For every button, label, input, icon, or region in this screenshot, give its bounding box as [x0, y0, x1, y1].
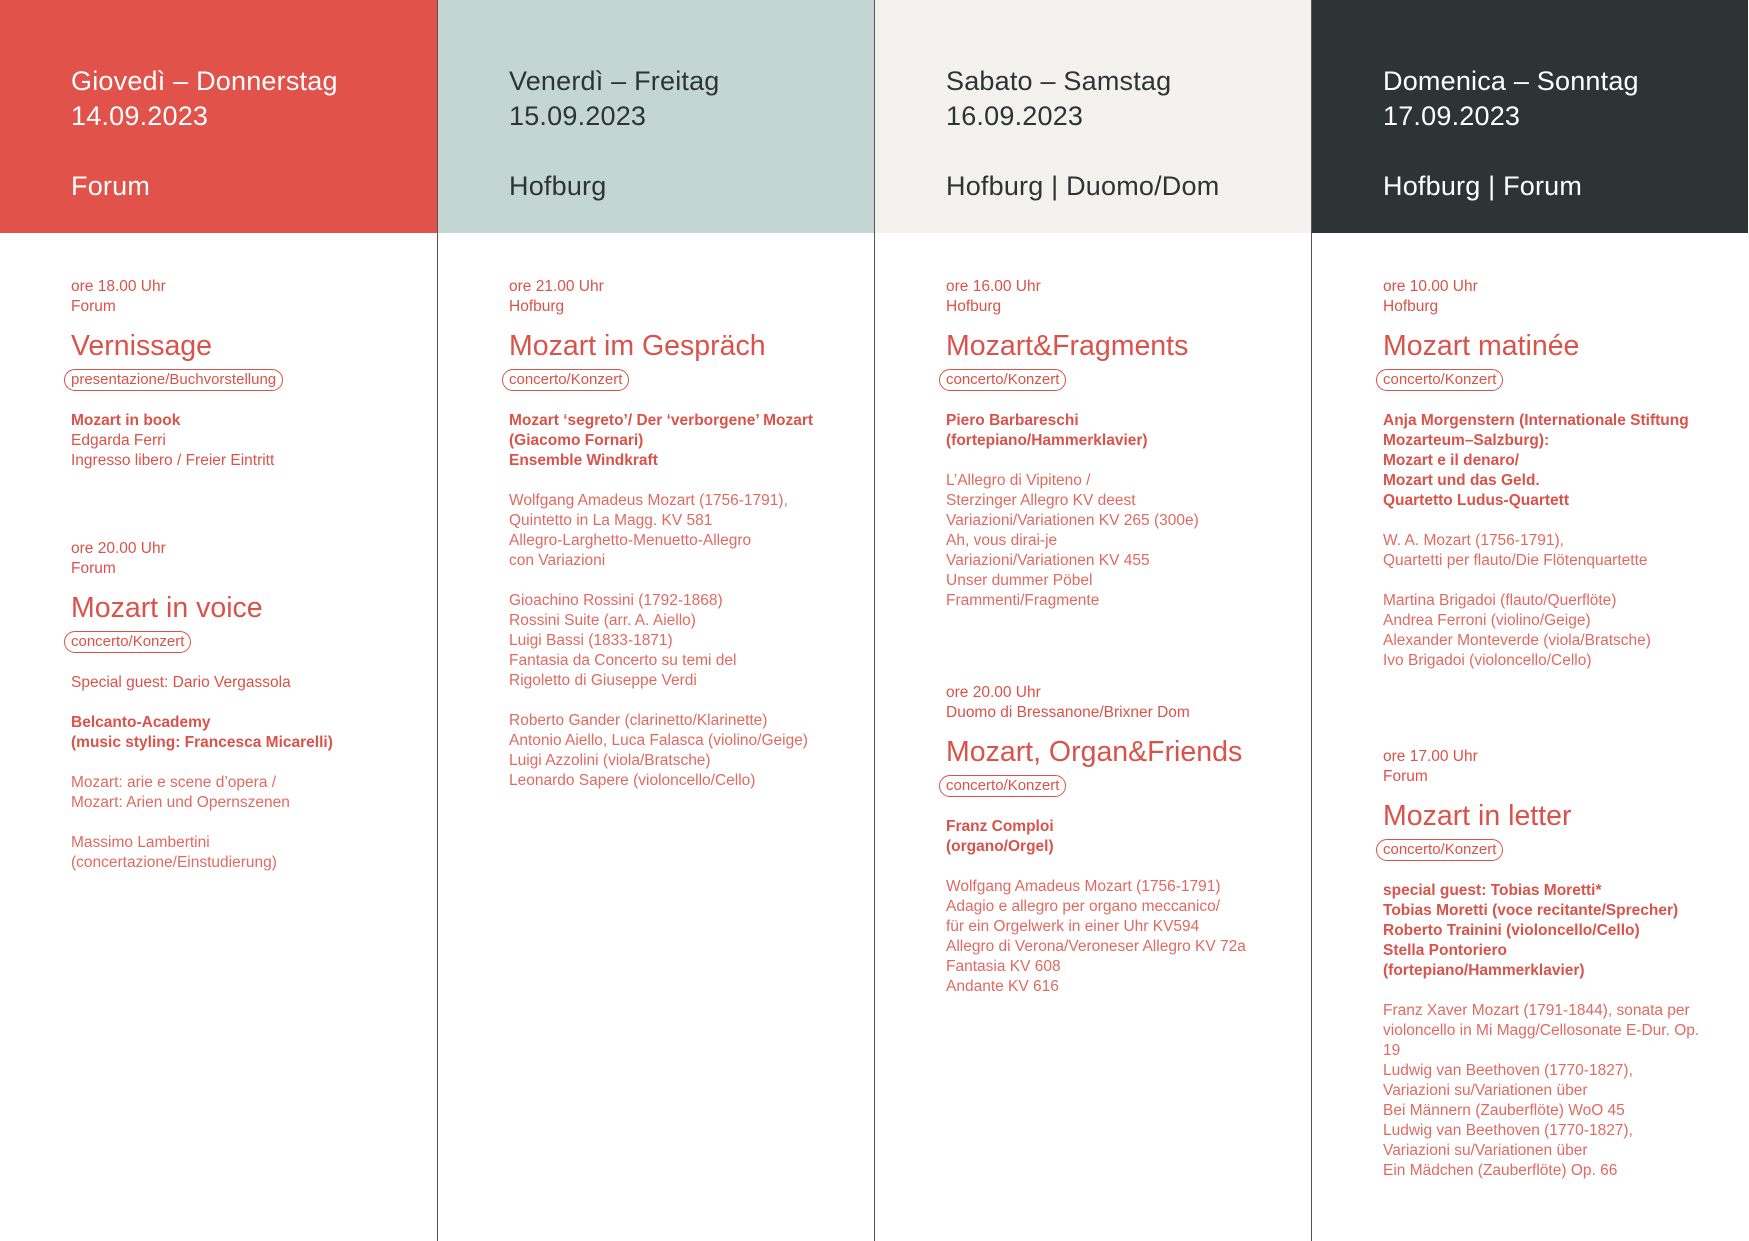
event-headline: special guest: Tobias Moretti*: [1383, 882, 1602, 899]
column-friday: [437, 0, 874, 1241]
event-time: ore 20.00 Uhr: [946, 684, 1041, 701]
event-mozart-im-gespraech: [509, 277, 854, 791]
program-line: con Variazioni: [509, 552, 606, 569]
event-place: Hofburg: [509, 298, 565, 315]
event-headline: Belcanto-Academy: [71, 714, 211, 731]
event-time: ore 10.00 Uhr: [1383, 278, 1478, 295]
event-mozart-matinee: [1383, 277, 1718, 671]
program-line: Andante KV 616: [946, 978, 1059, 995]
venue-label: Hofburg | Duomo/Dom: [946, 171, 1220, 201]
program-line: Ein Mädchen (Zauberflöte) Op. 66: [1383, 1162, 1618, 1179]
venue-label: Forum: [71, 171, 151, 201]
event-type-tag: concerto/Konzert: [939, 775, 1066, 797]
program-line: Luigi Bassi (1833-1871): [509, 632, 673, 649]
performer-line: Luigi Azzolini (viola/Bratsche): [509, 752, 711, 769]
event-headline: Mozart und das Geld.: [1383, 472, 1540, 489]
column-body: [875, 233, 1311, 997]
program-line: Variazioni/Variationen KV 265 (300e): [946, 512, 1199, 529]
event-headline: Roberto Trainini (violoncello/Cello): [1383, 922, 1640, 939]
event-guest: Special guest: Dario Vergassola: [71, 674, 291, 691]
event-type-tag: concerto/Konzert: [1376, 839, 1503, 861]
event-headline: Piero Barbareschi: [946, 412, 1079, 429]
event-headline: Anja Morgenstern (Internationale Stiftung: [1383, 412, 1689, 429]
date-label: 16.09.2023: [946, 101, 1084, 131]
program-line: Ludwig van Beethoven (1770-1827),: [1383, 1122, 1633, 1139]
program-line: Franz Xaver Mozart (1791-1844), sonata per: [1383, 1002, 1690, 1019]
day-label: Sabato – Samstag: [946, 66, 1172, 96]
event-mozart-in-letter: [1383, 747, 1718, 1181]
event-headline: Mozart in book: [71, 412, 181, 429]
event-time: ore 18.00 Uhr: [71, 278, 166, 295]
program-line: Frammenti/Fragmente: [946, 592, 1100, 609]
program-line: Fantasia da Concerto su temi del: [509, 652, 737, 669]
program-line: L’Allegro di Vipiteno /: [946, 472, 1091, 489]
event-headline: Quartetto Ludus-Quartett: [1383, 492, 1569, 509]
venue-label: Hofburg: [509, 171, 607, 201]
program-line: Wolfgang Amadeus Mozart (1756-1791),: [509, 492, 788, 509]
event-time: ore 16.00 Uhr: [946, 278, 1041, 295]
event-title: Mozart in voice: [71, 592, 263, 624]
event-headline: Franz Comploi: [946, 818, 1054, 835]
event-headline: (music styling: Francesca Micarelli): [71, 734, 333, 751]
event-type-tag: concerto/Konzert: [939, 369, 1066, 391]
program-line: Wolfgang Amadeus Mozart (1756-1791): [946, 878, 1221, 895]
program-line: Allegro di Verona/Veroneser Allegro KV 72a: [946, 938, 1246, 955]
column-header: [438, 0, 874, 233]
program-line: Mozart: arie e scene d’opera /: [71, 774, 277, 791]
performer-line: Leonardo Sapere (violoncello/Cello): [509, 772, 756, 789]
event-mozart-organ-friends: [946, 683, 1291, 997]
performer-line: Alexander Monteverde (viola/Bratsche): [1383, 632, 1651, 649]
column-thursday: [0, 0, 437, 1241]
event-place: Hofburg: [1383, 298, 1439, 315]
performer-line: Ivo Brigadoi (violoncello/Cello): [1383, 652, 1592, 669]
column-sunday: [1311, 0, 1748, 1241]
program-line: Quartetti per flauto/Die Flötenquartette: [1383, 552, 1648, 569]
event-mozart-fragments: [946, 277, 1291, 611]
event-headline: Mozart e il denaro/: [1383, 452, 1520, 469]
event-headline: Stella Pontoriero: [1383, 942, 1508, 959]
column-header: [875, 0, 1311, 233]
performer-line: Massimo Lambertini: [71, 834, 210, 851]
event-detail: Edgarda Ferri: [71, 432, 166, 449]
event-place: Hofburg: [946, 298, 1002, 315]
program-line: Rossini Suite (arr. A. Aiello): [509, 612, 696, 629]
venue-label: Hofburg | Forum: [1383, 171, 1583, 201]
event-headline: (Giacomo Fornari): [509, 432, 644, 449]
performer-line: Andrea Ferroni (violino/Geige): [1383, 612, 1591, 629]
event-time: ore 20.00 Uhr: [71, 540, 166, 557]
program-line: Allegro-Larghetto-Menuetto-Allegro: [509, 532, 752, 549]
date-label: 17.09.2023: [1383, 101, 1521, 131]
program-line: Adagio e allegro per organo meccanico/: [946, 898, 1221, 915]
event-mozart-in-voice: [71, 539, 417, 873]
event-title: Mozart, Organ&Friends: [946, 736, 1243, 768]
day-label: Venerdì – Freitag: [509, 66, 720, 96]
program-line: Ah, vous dirai-je: [946, 532, 1058, 549]
event-title: Mozart in letter: [1383, 800, 1572, 832]
program-line: Variazioni su/Variationen über: [1383, 1142, 1588, 1159]
event-headline: (fortepiano/Hammerklavier): [946, 432, 1148, 449]
performer-line: (concertazione/Einstudierung): [71, 854, 277, 871]
performer-line: Antonio Aiello, Luca Falasca (violino/Geige): [509, 732, 808, 749]
program-line: Bei Männern (Zauberflöte) WoO 45: [1383, 1102, 1625, 1119]
day-label: Domenica – Sonntag: [1383, 66, 1639, 96]
day-label: Giovedì – Donnerstag: [71, 66, 338, 96]
column-body: [438, 233, 874, 791]
event-type-tag: concerto/Konzert: [64, 631, 191, 653]
event-place: Duomo di Bressanone/Brixner Dom: [946, 704, 1190, 721]
column-header: [0, 0, 437, 233]
program-line: Fantasia KV 608: [946, 958, 1061, 975]
column-header: [1312, 0, 1748, 233]
program-line: Quintetto in La Magg. KV 581: [509, 512, 713, 529]
event-title: Mozart matinée: [1383, 330, 1580, 362]
program-line: violoncello in Mi Magg/Cellosonate E-Dur. Op. 19: [1383, 1022, 1700, 1059]
performer-line: Martina Brigadoi (flauto/Querflöte): [1383, 592, 1617, 609]
event-title: Mozart&Fragments: [946, 330, 1189, 362]
program-line: Gioachino Rossini (1792-1868): [509, 592, 723, 609]
event-type-tag: concerto/Konzert: [502, 369, 629, 391]
event-vernissage: [71, 277, 417, 471]
event-title: Mozart im Gespräch: [509, 330, 766, 362]
event-time: ore 21.00 Uhr: [509, 278, 604, 295]
event-headline: (fortepiano/Hammerklavier): [1383, 962, 1585, 979]
event-detail: Ingresso libero / Freier Eintritt: [71, 452, 275, 469]
date-label: 14.09.2023: [71, 101, 209, 131]
program-line: Variazioni/Variationen KV 455: [946, 552, 1150, 569]
program-line: W. A. Mozart (1756-1791),: [1383, 532, 1564, 549]
program-line: Ludwig van Beethoven (1770-1827),: [1383, 1062, 1633, 1079]
event-headline: Ensemble Windkraft: [509, 452, 658, 469]
event-type-tag: concerto/Konzert: [1376, 369, 1503, 391]
event-time: ore 17.00 Uhr: [1383, 748, 1478, 765]
column-saturday: [874, 0, 1311, 1241]
column-body: [1312, 233, 1748, 1181]
event-headline: Tobias Moretti (voce recitante/Sprecher): [1383, 902, 1679, 919]
event-type-tag: presentazione/Buchvorstellung: [64, 369, 283, 391]
event-headline: Mozarteum–Salzburg):: [1383, 432, 1550, 449]
program-line: Sterzinger Allegro KV deest: [946, 492, 1136, 509]
event-place: Forum: [71, 298, 116, 315]
program-line: für ein Orgelwerk in einer Uhr KV594: [946, 918, 1200, 935]
event-headline: (organo/Orgel): [946, 838, 1054, 855]
date-label: 15.09.2023: [509, 101, 647, 131]
program-line: Mozart: Arien und Opernszenen: [71, 794, 290, 811]
program-line: Unser dummer Pöbel: [946, 572, 1093, 589]
program-line: Rigoletto di Giuseppe Verdi: [509, 672, 697, 689]
column-body: [0, 233, 437, 873]
event-place: Forum: [71, 560, 116, 577]
event-title: Vernissage: [71, 330, 213, 362]
program-line: Variazioni su/Variationen über: [1383, 1082, 1588, 1099]
event-place: Forum: [1383, 768, 1428, 785]
event-headline: Mozart ‘segreto’/ Der ‘verborgene’ Mozart: [509, 412, 814, 429]
performer-line: Roberto Gander (clarinetto/Klarinette): [509, 712, 768, 729]
